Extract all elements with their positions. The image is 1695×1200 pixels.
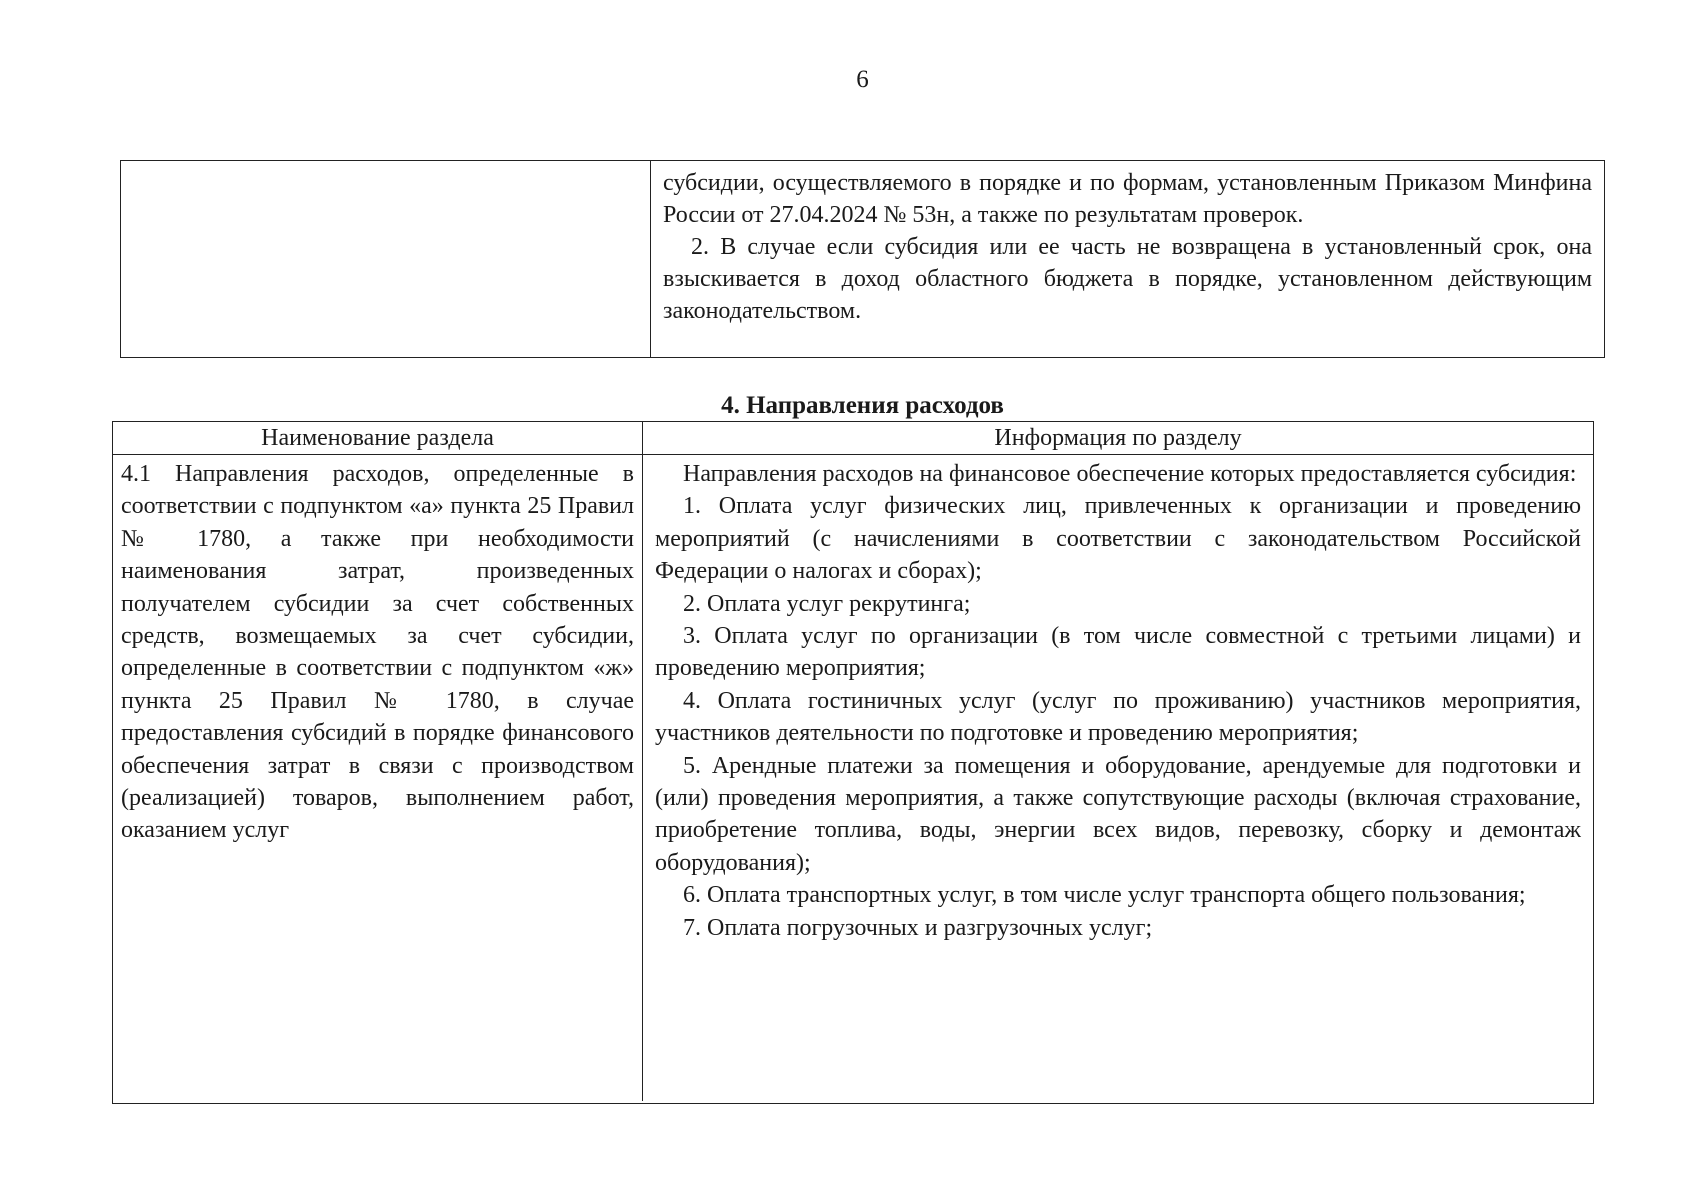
info-paragraph-intro: Направления расходов на финансовое обеспечение которых предоставляется субсидия: [683, 461, 1577, 487]
section-info-cell [643, 455, 1593, 1101]
info-paragraph-item-2: 2. Оплата услуг рекрутинга; [683, 590, 971, 617]
header-section-name: Наименование раздела [113, 422, 643, 454]
continuation-paragraph-2: 2. В случае если субсидия или ее часть не возвращена в установленный срок, она взыскивается в доход областного бюджета в порядке, установленном действующим законодательством. [663, 234, 1592, 324]
page-number: 6 [856, 66, 869, 93]
expense-directions-table [112, 421, 1594, 1104]
continuation-table [120, 160, 1605, 358]
info-paragraph-item-5: 5. Арендные платежи за помещения и оборудование, арендуемые для подготовки и (или) проведения мероприятия, а также сопутствующие расходы (включая страхование, приобретение топлива, воды, энергии всех видов, перевозку, сборку и демонтаж оборудования); [655, 752, 1581, 876]
info-paragraph-item-7: 7. Оплата погрузочных и разгрузочных услуг; [683, 914, 1153, 941]
continuation-paragraph-1: субсидии, осуществляемого в порядке и по формам, установленным Приказом Минфина России от 27.04.2024 № 53н, а также по результатам проверок. [663, 170, 1592, 228]
section-title: 4. Направления расходов [721, 392, 1004, 419]
continuation-table-right-cell [651, 161, 1604, 357]
table-header-row [113, 422, 1593, 455]
info-paragraph-item-1: 1. Оплата услуг физических лиц, привлеченных к организации и проведению мероприятий (с начислениями в соответствии с законодательством Российской Федерации о налогах и сборах); [655, 493, 1581, 585]
info-paragraph-item-4: 4. Оплата гостиничных услуг (услуг по проживанию) участников мероприятия, участников деятельности по подготовке и проведению мероприятия; [655, 687, 1581, 747]
section-name-cell [113, 455, 643, 1101]
section-name-text: 4.1 Направления расходов, определенные в соответствии с подпунктом «а» пункта 25 Правил № 1780, а также при необходимости наименования затрат, произведенных получателем субсидии за счет собственных средств, возмещаемых за счет субсидии, определенные в соответствии с подпунктом «ж» пункта 25 Правил № 1780, в случае предоставления субсидий в порядке финансового обеспечения затрат в связи с производством (реализацией) товаров, выполнением работ, оказанием услуг [121, 461, 634, 844]
info-paragraph-item-6: 6. Оплата транспортных услуг, в том числе услуг транспорта общего пользования; [683, 882, 1526, 909]
table-body-row [113, 455, 1593, 1101]
header-section-info: Информация по разделу [994, 425, 1242, 451]
info-paragraph-item-3: 3. Оплата услуг по организации (в том числе совместной с третьими лицами) и проведению мероприятия; [655, 623, 1581, 682]
continuation-table-left-cell [121, 161, 651, 357]
